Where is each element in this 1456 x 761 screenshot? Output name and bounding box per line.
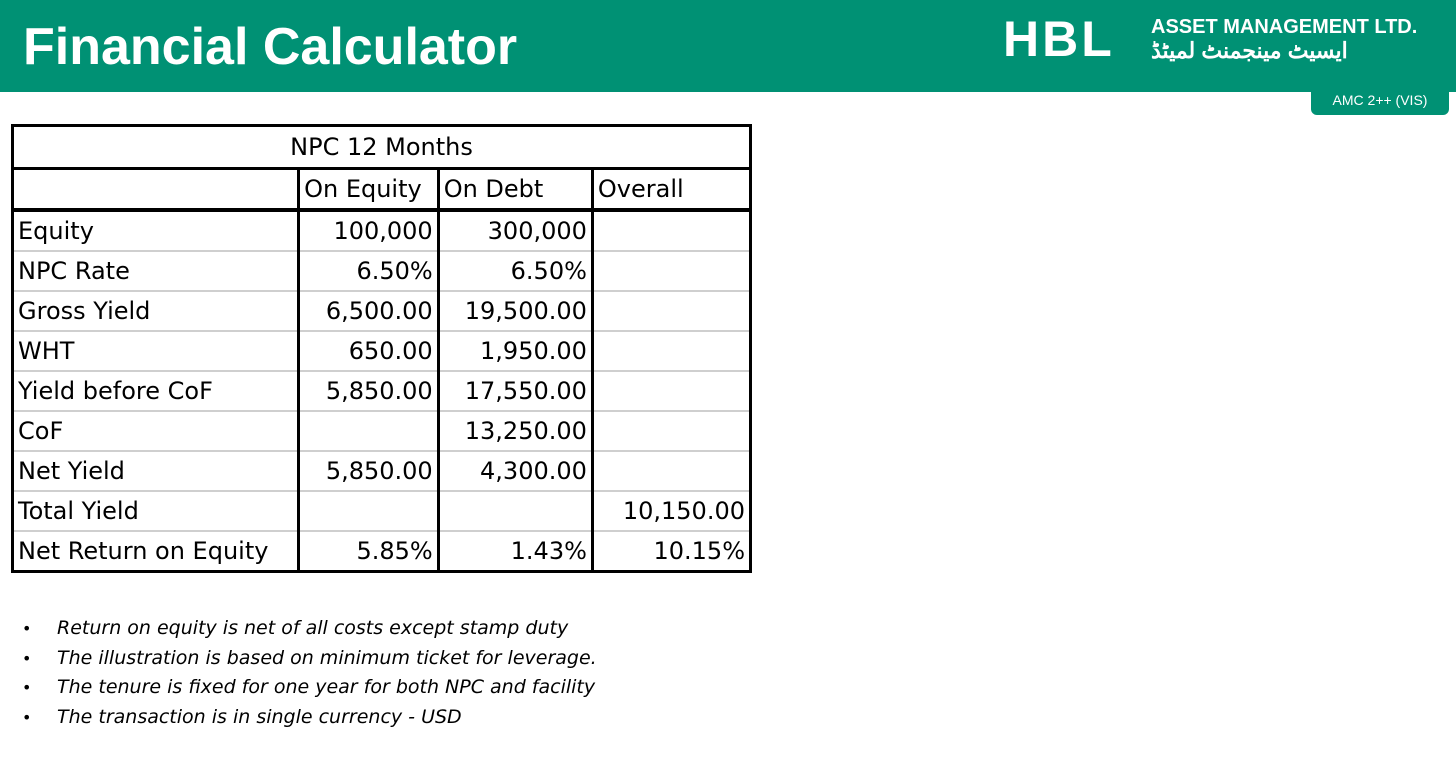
- row-label: Yield before CoF: [13, 371, 299, 411]
- cell-on-debt: 1,950.00: [438, 331, 592, 371]
- note-item: • Return on equity is net of all costs except stamp duty: [20, 614, 597, 644]
- row-label: Net Return on Equity: [18, 537, 269, 565]
- note-item: • The tenure is fixed for one year for both NPC and facility: [20, 673, 597, 703]
- cell-on-equity: 5,850.00: [299, 371, 439, 411]
- table-row: [13, 210, 751, 251]
- table-row: [13, 451, 751, 491]
- cell-on-equity: 100,000: [299, 210, 439, 251]
- row-label: Net Yield: [13, 451, 299, 491]
- cell-overall: [592, 411, 750, 451]
- row-label: NPC Rate: [13, 251, 299, 291]
- cell-overall: [592, 371, 750, 411]
- table-row: [13, 331, 751, 371]
- cell-overall: [592, 210, 750, 251]
- row-label: Total Yield: [13, 491, 299, 531]
- row-label: Gross Yield: [13, 291, 299, 331]
- logo-company-name-urdu: ایسیٹ مینجمنٹ لمیٹڈ: [1151, 38, 1348, 63]
- cell-on-debt: 19,500.00: [438, 291, 592, 331]
- column-header-label: [13, 169, 299, 211]
- column-header-on-debt: On Debt: [438, 169, 592, 211]
- notes-list: [20, 614, 597, 732]
- cell-on-equity: 6.50%: [299, 251, 439, 291]
- cell-on-debt: 17,550.00: [438, 371, 592, 411]
- table-header-row: [13, 169, 751, 211]
- cell-on-debt: [438, 491, 592, 531]
- note-item: • The illustration is based on minimum ticket for leverage.: [20, 644, 597, 674]
- cell-on-debt: 4,300.00: [438, 451, 592, 491]
- table-row: [13, 491, 751, 531]
- table-row: [13, 531, 751, 572]
- table-row: [13, 251, 751, 291]
- financial-calculator-table: [11, 124, 752, 573]
- header-banner: [0, 0, 1456, 92]
- table-caption: NPC 12 Months: [13, 126, 751, 169]
- cell-on-debt: 6.50%: [438, 251, 592, 291]
- cell-on-debt: 13,250.00: [438, 411, 592, 451]
- cell-on-equity: 6,500.00: [299, 291, 439, 331]
- logo-company-name: ASSET MANAGEMENT LTD.: [1151, 16, 1418, 38]
- cell-overall: [592, 451, 750, 491]
- column-header-on-equity: On Equity: [299, 169, 439, 211]
- column-header-overall: Overall: [592, 169, 750, 211]
- cell-on-equity: 650.00: [299, 331, 439, 371]
- rating-badge: AMC 2++ (VIS): [1311, 86, 1449, 115]
- table-row: [13, 371, 751, 411]
- hbl-logo: [1003, 11, 1443, 67]
- cell-overall: [592, 251, 750, 291]
- table-row: [13, 291, 751, 331]
- cell-on-equity: [299, 491, 439, 531]
- cell-on-equity: [299, 411, 439, 451]
- cell-on-equity: 5.85%: [299, 531, 439, 572]
- row-label: CoF: [13, 411, 299, 451]
- row-label: Equity: [13, 210, 299, 251]
- row-label: WHT: [13, 331, 299, 371]
- cell-on-debt: 300,000: [438, 210, 592, 251]
- table-caption-row: [13, 126, 751, 169]
- cell-overall: 10,150.00: [592, 491, 750, 531]
- cell-overall: 10.15%: [592, 531, 750, 572]
- note-item: • The transaction is in single currency - USD: [20, 703, 597, 733]
- table-row: [13, 411, 751, 451]
- cell-on-debt: 1.43%: [438, 531, 592, 572]
- logo-brand: HBL: [1003, 11, 1115, 67]
- cell-overall: [592, 331, 750, 371]
- cell-overall: [592, 291, 750, 331]
- page-title: Financial Calculator: [23, 18, 518, 76]
- cell-on-equity: 5,850.00: [299, 451, 439, 491]
